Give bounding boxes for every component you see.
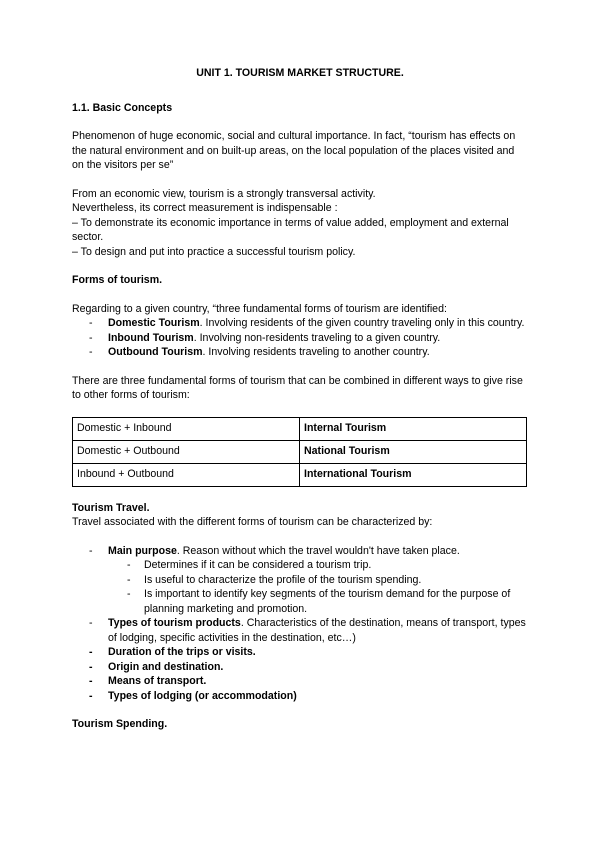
form-desc: . Involving residents of the given country traveling only in this country. <box>199 317 525 329</box>
form-term: Outbound Tourism <box>108 346 203 358</box>
list-item <box>72 345 528 360</box>
table-cell-result: National Tourism <box>300 440 527 463</box>
econ-line-3: – To demonstrate its economic importance in terms of value added, employment and external sector. <box>72 216 509 243</box>
form-desc: . Involving residents traveling to another country. <box>202 346 430 358</box>
econ-line-2: Nevertheless, its correct measurement is indispensable : <box>72 202 338 214</box>
travel-desc: . Reason without which the travel wouldn't have taken place. <box>176 544 460 557</box>
table-cell-combo: Domestic + Outbound <box>73 440 300 463</box>
list-item <box>72 616 528 645</box>
table-cell-combo: Domestic + Inbound <box>73 417 300 440</box>
list-item: - Determines if it can be considered a tourism trip. <box>72 558 528 573</box>
list-item <box>72 316 528 331</box>
form-term: Domestic Tourism <box>108 317 200 329</box>
travel-desc: . Characteristics of the destination, means of transport, types of lodging, specific activities in the destination, etc…) <box>108 617 526 644</box>
list-item: - Means of transport. <box>72 674 528 689</box>
forms-list <box>72 316 528 360</box>
spending-heading: Tourism Spending. <box>72 718 168 730</box>
list-item: - Origin and destination. <box>72 660 528 675</box>
intro-paragraph: Phenomenon of huge economic, social and cultural importance. In fact, “tourism has effects on the natural environment and on built-up areas, on the local population of the places visited and on the visitors per se” <box>72 130 516 171</box>
travel-heading: Tourism Travel. <box>72 501 150 514</box>
combine-paragraph: There are three fundamental forms of tourism that can be combined in different ways to give rise to other forms of tourism: <box>72 374 523 401</box>
travel-list-cont <box>72 616 528 703</box>
form-desc: . Involving non-residents traveling to a given country. <box>193 331 441 344</box>
forms-heading: Forms of tourism. <box>72 274 163 286</box>
list-item <box>72 544 528 559</box>
list-item: - Duration of the trips or visits. <box>72 645 528 660</box>
document-page <box>72 66 528 732</box>
forms-intro: Regarding to a given country, “three fundamental forms of tourism are identified: <box>72 302 447 315</box>
econ-line-1: From an economic view, tourism is a strongly transversal activity. <box>72 187 376 200</box>
forms-table <box>72 417 527 487</box>
basic-concepts-heading: 1.1. Basic Concepts <box>72 101 173 114</box>
unit-title: UNIT 1. TOURISM MARKET STRUCTURE. <box>196 67 404 79</box>
table-cell-result: Internal Tourism <box>300 417 527 440</box>
list-item: - Types of lodging (or accommodation) <box>72 689 528 704</box>
list-item: - Is important to identify key segments of the tourism demand for the purpose of planning marketing and promotion. <box>72 587 528 616</box>
econ-line-4: – To design and put into practice a successful tourism policy. <box>72 245 356 258</box>
form-term: Inbound Tourism <box>108 331 194 344</box>
table-row <box>73 440 527 463</box>
list-item <box>72 331 528 346</box>
table-row <box>73 417 527 440</box>
main-purpose-sublist <box>72 558 528 616</box>
travel-list <box>72 544 528 559</box>
list-item: - Is useful to characterize the profile of the tourism spending. <box>72 573 528 588</box>
travel-intro: Travel associated with the different forms of tourism can be characterized by: <box>72 516 433 528</box>
table-cell-result: International Tourism <box>300 463 527 486</box>
table-row <box>73 463 527 486</box>
table-cell-combo: Inbound + Outbound <box>73 463 300 486</box>
travel-term: Main purpose <box>108 544 177 557</box>
travel-term: Types of tourism products <box>108 617 241 629</box>
